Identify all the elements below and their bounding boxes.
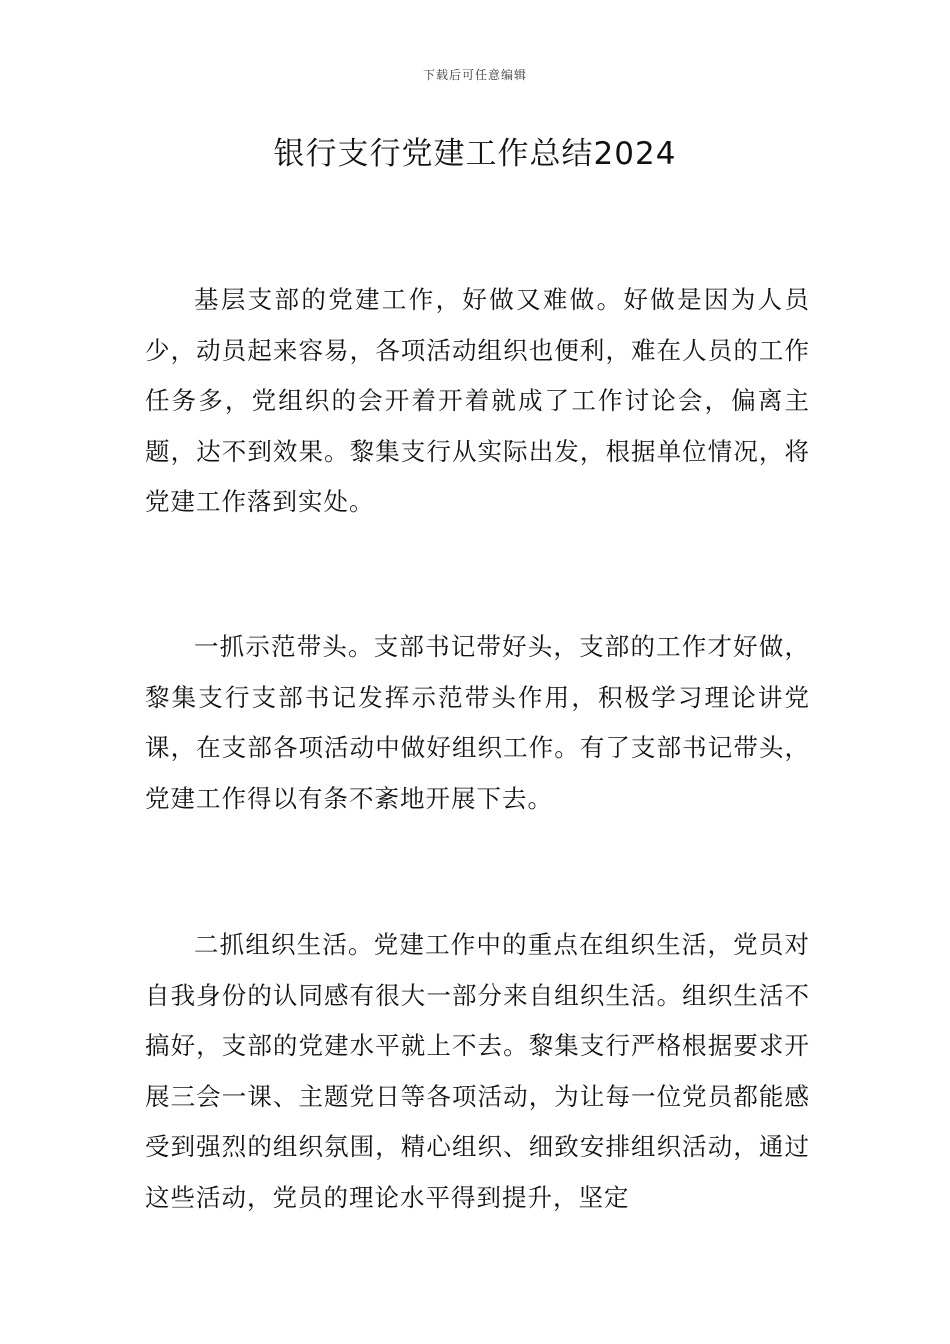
paragraph-intro: 基层支部的党建工作，好做又难做。好做是因为人员少，动员起来容易，各项活动组织也便利，难在人员的工作任务多，党组织的会开着开着就成了工作讨论会，偏离主题，达不到效果。黎集支行从实际出发，根据单位情况，将党建工作落到实处。 (145, 285, 810, 516)
header-note: 下载后可任意编辑 (422, 68, 527, 82)
paragraph-organization-life: 二抓组织生活。党建工作中的重点在组织生活，党员对自我身份的认同感有很大一部分来自组织生活。组织生活不搞好，支部的党建水平就上不去。黎集支行严格根据要求开展三会一课、主题党日等各项活动，为让每一位党员都能感受到强烈的组织氛围，精心组织、细致安排组织活动，通过这些活动，党员的理论水平得到提升，坚定 (145, 930, 810, 1212)
paragraph-leadership: 一抓示范带头。支部书记带好头，支部的工作才好做，黎集支行支部书记发挥示范带头作用，积极学习理论讲党课，在支部各项活动中做好组织工作。有了支部书记带头，党建工作得以有条不紊地开展下去。 (145, 632, 810, 813)
document-title: 银行支行党建工作总结2024 (273, 136, 677, 172)
